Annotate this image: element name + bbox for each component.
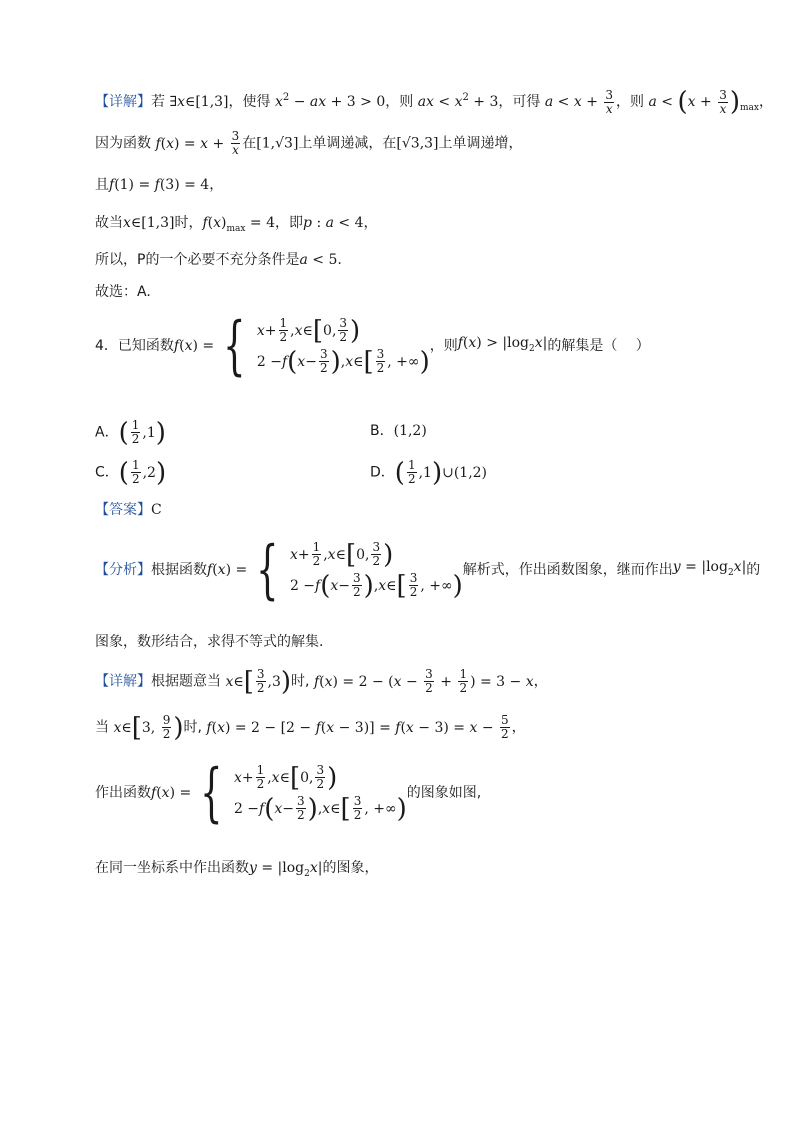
answer-tag: 【答案】 [95, 502, 151, 518]
detail-tag: 【详解】 [95, 94, 151, 110]
option-d[interactable]: D．( $\frac{1}{2}$ ,1)∪(1,2) [370, 457, 488, 488]
detail-line-4: 故当x∈[1,3]时，$f(x)_{max} = 4$，即p : a < 4， [95, 215, 378, 234]
detail-line-3: 且f(1) = f(3) = 4， [95, 177, 224, 193]
analysis-line-2: 图象，数形结合，求得不等式的解集. [95, 634, 324, 650]
detail2-line-1: 【详解】根据题意当 x∈[ $\frac{3}{2}$ ,3)时, f(x) = 2 − (x − $\frac{3}{2}$ + $\frac{1}{2}$ ) = 3 − x， [95, 666, 548, 697]
analysis-line-1: 【分析】 根据函数 f(x) = { x + $\frac{1}{2}$ , x ∈ [ 0, $\frac{3}{2}$ ) 2 − f ( x − $\frac{3}{2}$ ) , x ∈ [ $\frac{3}{2}$ , +∞ ) 解析式，作出函数图象，继而作出 $y = |\log_2x|$ 的 [95, 533, 761, 607]
option-c[interactable]: C．( $\frac{1}{2}$ ,2) [95, 457, 167, 488]
detail2-line-2: 当 x∈[3, $\frac{9}{2}$ )时, f(x) = 2 − [2 − f(x − 3)] = f(x − 3) = x − $\frac{5}{2}$ ， [95, 712, 526, 743]
detail-line-5: 所以，P的一个必要不充分条件是a < 5. [95, 252, 342, 268]
detail-tag-2: 【详解】 [95, 673, 151, 690]
option-b[interactable]: B．(1,2) [370, 423, 427, 439]
answer-line: 【答案】C [95, 502, 162, 518]
detail-line-6: 故选：A. [95, 284, 151, 300]
analysis-tag: 【分析】 [95, 562, 151, 578]
detail2-line-3: 作出函数 f(x) = { x + $\frac{1}{2}$ , x ∈ [ 0, $\frac{3}{2}$ ) 2 − f ( x − $\frac{3}{2}$ ) , x ∈ [ $\frac{3}{2}$ , +∞ ) 的图象如图, [95, 756, 482, 830]
detail-line-1: 【详解】若 ∃x∈[1,3]，使得 $x^2$ − ax + 3 > 0，则 ax < $x^2 + 3$，可得 a < x + $\frac{3}{x}$ ，则 a < (x + $\frac{3}{x}$ )$_{max}$， [95, 87, 773, 117]
detail-line-2: 因为函数 f(x) = x + $\frac{3}{x}$ 在[1,√3]上单调递减，在[√3,3]上单调递增， [95, 129, 523, 157]
detail2-line-4: 在同一坐标系中作出函数$y = |\log_2x|$的图象， [95, 860, 379, 879]
option-a[interactable]: A．( $\frac{1}{2}$ ,1) [95, 417, 166, 448]
question-4: 4．已知函数 f(x) = { x + $\frac{1}{2}$ , x ∈ [ 0, $\frac{3}{2}$ ) 2 − f ( x − $\frac{3}{2}$ ) , x ∈ [ $\frac{3}{2}$ , +∞ ) ，则 $f(x) > |\log_2x|$ 的解集是（ ） [95, 309, 650, 383]
